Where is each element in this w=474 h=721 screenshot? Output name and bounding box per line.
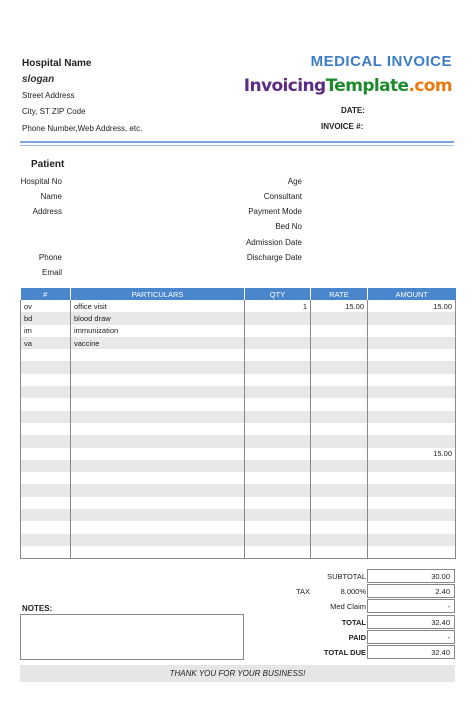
row-rate[interactable]	[311, 484, 368, 496]
paid-label: PAID	[348, 633, 366, 642]
invoice-number-label: INVOICE #:	[321, 122, 364, 131]
tax-rate: 8.000%	[340, 587, 366, 596]
table-row	[21, 386, 456, 398]
table-row	[21, 509, 456, 521]
medclaim-label: Med Claim	[330, 602, 366, 611]
row-particulars[interactable]	[71, 448, 245, 460]
table-row	[21, 472, 456, 484]
city-state-zip: City, ST ZIP Code	[22, 107, 86, 116]
table-row	[21, 337, 456, 349]
table-row	[21, 325, 456, 337]
row-qty[interactable]	[245, 325, 311, 337]
row-amount[interactable]	[368, 374, 456, 386]
row-amount[interactable]: 15.00	[368, 448, 456, 460]
row-particulars[interactable]: vaccine	[71, 337, 245, 349]
row-code[interactable]	[21, 546, 71, 559]
row-qty[interactable]	[245, 374, 311, 386]
col-header-qty: QTY	[245, 288, 311, 300]
table-row	[21, 435, 456, 447]
row-particulars[interactable]	[71, 435, 245, 447]
row-qty[interactable]	[245, 411, 311, 423]
medclaim-value: -	[367, 599, 455, 613]
paid-value: -	[367, 630, 455, 644]
row-particulars[interactable]	[71, 472, 245, 484]
row-code[interactable]	[21, 509, 71, 521]
row-particulars[interactable]	[71, 361, 245, 373]
row-rate[interactable]	[311, 534, 368, 546]
table-row	[21, 534, 456, 546]
col-header-amount: AMOUNT	[368, 288, 456, 300]
row-qty[interactable]	[245, 509, 311, 521]
bed-no-label: Bed No	[275, 222, 302, 231]
row-particulars[interactable]	[71, 521, 245, 533]
row-rate[interactable]	[311, 435, 368, 447]
brand-logo	[244, 76, 452, 96]
row-amount[interactable]	[368, 349, 456, 361]
table-row	[21, 521, 456, 533]
table-row	[21, 349, 456, 361]
invoice-title: MEDICAL INVOICE	[310, 53, 452, 70]
row-code[interactable]	[21, 460, 71, 472]
row-code[interactable]: im	[21, 325, 71, 337]
row-rate[interactable]	[311, 509, 368, 521]
row-amount[interactable]	[368, 497, 456, 509]
row-qty[interactable]	[245, 472, 311, 484]
table-row	[21, 411, 456, 423]
brand-part-2: Template	[325, 76, 409, 96]
subtotal-value: 30.00	[367, 569, 455, 583]
row-qty[interactable]	[245, 386, 311, 398]
row-code[interactable]	[21, 534, 71, 546]
row-qty[interactable]	[245, 398, 311, 410]
row-qty[interactable]	[245, 497, 311, 509]
consultant-label: Consultant	[263, 192, 302, 201]
row-qty[interactable]	[245, 484, 311, 496]
row-qty[interactable]	[245, 337, 311, 349]
row-code[interactable]	[21, 423, 71, 435]
col-header-particulars: PARTICULARS	[71, 288, 245, 300]
hospital-name: Hospital Name	[22, 58, 92, 69]
contact-info: Phone Number,Web Address, etc.	[22, 124, 143, 133]
row-code[interactable]	[21, 484, 71, 496]
row-amount[interactable]	[368, 460, 456, 472]
age-label: Age	[287, 177, 302, 186]
table-row	[21, 398, 456, 410]
table-row	[21, 361, 456, 373]
thank-you-footer: THANK YOU FOR YOUR BUSINESS!	[20, 665, 455, 682]
row-rate[interactable]	[311, 460, 368, 472]
total-value: 32.40	[367, 615, 455, 629]
date-label: DATE:	[341, 106, 365, 115]
row-rate[interactable]	[311, 374, 368, 386]
col-header-rate: RATE	[311, 288, 368, 300]
row-rate[interactable]	[311, 546, 368, 559]
row-code[interactable]	[21, 435, 71, 447]
row-rate[interactable]	[311, 411, 368, 423]
row-code[interactable]: ov	[21, 300, 71, 312]
row-rate[interactable]	[311, 337, 368, 349]
row-amount[interactable]	[368, 423, 456, 435]
row-amount[interactable]	[368, 509, 456, 521]
row-code[interactable]	[21, 472, 71, 484]
table-row	[21, 448, 456, 460]
row-qty[interactable]	[245, 546, 311, 559]
row-particulars[interactable]	[71, 423, 245, 435]
table-header-row	[21, 288, 456, 300]
row-rate[interactable]	[311, 312, 368, 324]
row-code[interactable]	[21, 411, 71, 423]
header-divider	[20, 141, 454, 143]
row-particulars[interactable]	[71, 411, 245, 423]
row-qty[interactable]	[245, 349, 311, 361]
row-qty[interactable]	[245, 435, 311, 447]
row-code[interactable]	[21, 398, 71, 410]
row-amount[interactable]	[368, 337, 456, 349]
table-row	[21, 423, 456, 435]
line-items-table	[20, 288, 456, 559]
col-header-number: #	[21, 288, 71, 300]
row-qty[interactable]	[245, 448, 311, 460]
table-row	[21, 484, 456, 496]
row-particulars[interactable]	[71, 497, 245, 509]
discharge-date-label: Discharge Date	[246, 253, 302, 262]
hospital-slogan: slogan	[22, 74, 55, 85]
row-code[interactable]	[21, 374, 71, 386]
row-amount[interactable]	[368, 411, 456, 423]
row-particulars[interactable]	[71, 460, 245, 472]
row-code[interactable]	[21, 448, 71, 460]
admission-date-label: Admission Date	[245, 238, 302, 247]
table-row	[21, 460, 456, 472]
row-code[interactable]	[21, 521, 71, 533]
row-rate[interactable]	[311, 325, 368, 337]
row-particulars[interactable]: blood draw	[71, 312, 245, 324]
subtotal-label: SUBTOTAL	[327, 572, 366, 581]
row-particulars[interactable]	[71, 484, 245, 496]
row-code[interactable]	[21, 349, 71, 361]
row-amount[interactable]	[368, 472, 456, 484]
name-label: Name	[40, 192, 62, 201]
row-amount[interactable]	[368, 312, 456, 324]
row-amount[interactable]	[368, 398, 456, 410]
row-particulars[interactable]	[71, 386, 245, 398]
total-due-label: TOTAL DUE	[323, 648, 366, 657]
row-rate[interactable]	[311, 521, 368, 533]
row-qty[interactable]: 1	[245, 300, 311, 312]
row-qty[interactable]	[245, 460, 311, 472]
row-code[interactable]: bd	[21, 312, 71, 324]
address-label: Address	[32, 207, 62, 216]
row-particulars[interactable]: immunization	[71, 325, 245, 337]
row-rate[interactable]	[311, 349, 368, 361]
brand-part-1: Invoicing	[243, 76, 326, 96]
row-code[interactable]	[21, 386, 71, 398]
patient-heading: Patient	[31, 159, 65, 170]
row-rate[interactable]	[311, 448, 368, 460]
table-row	[21, 497, 456, 509]
row-amount[interactable]	[368, 484, 456, 496]
row-qty[interactable]	[245, 521, 311, 533]
row-particulars[interactable]	[71, 349, 245, 361]
row-rate[interactable]	[311, 398, 368, 410]
row-code[interactable]: va	[21, 337, 71, 349]
email-label: Email	[41, 268, 62, 277]
row-amount[interactable]	[368, 386, 456, 398]
row-rate[interactable]	[311, 472, 368, 484]
row-rate[interactable]	[311, 423, 368, 435]
row-code[interactable]	[21, 497, 71, 509]
row-particulars[interactable]: office visit	[71, 300, 245, 312]
row-qty[interactable]	[245, 423, 311, 435]
tax-value: 2.40	[367, 584, 455, 598]
row-amount[interactable]	[368, 325, 456, 337]
tax-label: TAX	[295, 587, 310, 596]
row-particulars[interactable]	[71, 398, 245, 410]
phone-label: Phone	[38, 253, 62, 262]
row-qty[interactable]	[245, 534, 311, 546]
row-qty[interactable]	[245, 361, 311, 373]
table-row	[21, 374, 456, 386]
table-row	[21, 312, 456, 324]
row-rate[interactable]: 15.00	[311, 300, 368, 312]
total-label: TOTAL	[341, 618, 366, 627]
row-amount[interactable]	[368, 435, 456, 447]
row-amount[interactable]	[368, 534, 456, 546]
table-row	[21, 546, 456, 559]
row-amount[interactable]	[368, 361, 456, 373]
street-address: Street Address	[22, 91, 75, 100]
row-qty[interactable]	[245, 312, 311, 324]
row-particulars[interactable]	[71, 374, 245, 386]
payment-mode-label: Payment Mode	[248, 207, 302, 216]
row-rate[interactable]	[311, 386, 368, 398]
header-divider-thin	[20, 145, 454, 146]
row-rate[interactable]	[311, 361, 368, 373]
row-particulars[interactable]	[71, 509, 245, 521]
brand-part-3: .com	[408, 76, 452, 96]
row-particulars[interactable]	[71, 534, 245, 546]
notes-label: NOTES:	[22, 604, 53, 613]
row-amount[interactable]	[368, 546, 456, 559]
hospital-no-label: Hospital No	[20, 177, 62, 186]
row-code[interactable]	[21, 361, 71, 373]
table-row	[21, 300, 456, 312]
row-amount[interactable]: 15.00	[368, 300, 456, 312]
total-due-value: 32.40	[367, 645, 455, 659]
notes-box[interactable]	[20, 614, 244, 660]
row-rate[interactable]	[311, 497, 368, 509]
row-particulars[interactable]	[71, 546, 245, 559]
row-amount[interactable]	[368, 521, 456, 533]
